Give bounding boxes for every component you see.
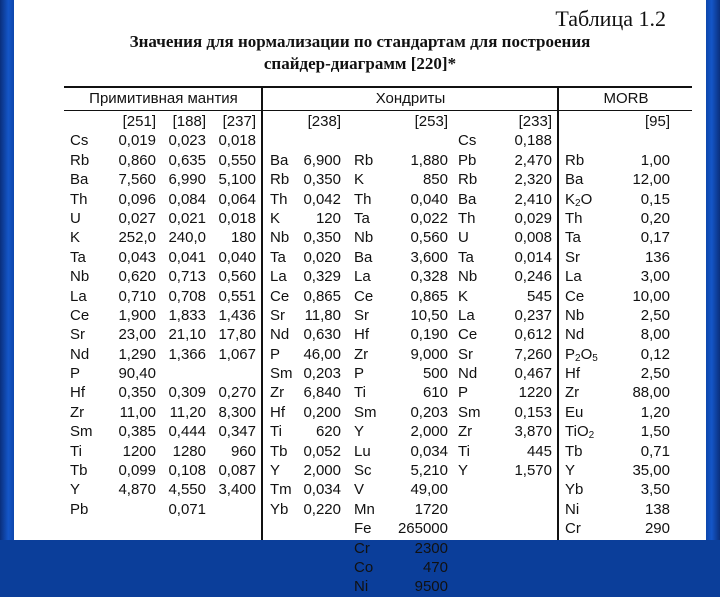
- value-cell: 1200: [122, 442, 156, 460]
- value-cell: 0,860: [118, 151, 156, 169]
- element-symbol-cell: Rb: [70, 151, 90, 169]
- value-cell: 0,096: [118, 190, 156, 208]
- value-cell: 0,018: [218, 132, 256, 150]
- element-symbol-cell: Sr: [270, 306, 285, 324]
- value-cell: [301, 131, 341, 150]
- element-symbol-cell: Nd: [565, 326, 585, 344]
- value-cell: 7,560: [118, 171, 156, 189]
- element-symbol-cell: Ta: [270, 248, 286, 266]
- value-cell: 3,600: [410, 248, 448, 266]
- element-symbol-cell: Th: [70, 190, 88, 208]
- element-symbol-cell: $K_2O$: [565, 190, 593, 209]
- value-cell: 252,0: [118, 229, 156, 247]
- element-symbol-cell: La: [270, 268, 287, 286]
- value-cell: 1280: [172, 442, 206, 460]
- element-symbol-cell: P: [270, 345, 281, 363]
- value-cell: 0,042: [303, 190, 341, 208]
- value-cell: 0,064: [218, 190, 256, 208]
- value-cell: 1220: [518, 384, 552, 402]
- element-symbol-cell: Tb: [70, 462, 88, 480]
- value-cell: 0,022: [410, 209, 448, 227]
- element-symbol-cell: Lu: [354, 442, 371, 460]
- value-cell: 0,328: [410, 268, 448, 286]
- element-symbol-cell: Ba: [70, 171, 89, 189]
- value-cell: [620, 131, 670, 150]
- value-cell: 0,019: [118, 132, 156, 150]
- element-symbol-cell: Rb: [270, 171, 290, 189]
- element-symbol-cell: Ba: [565, 171, 584, 189]
- element-symbol-cell: Zr: [565, 384, 580, 402]
- element-symbol-cell: Y: [565, 462, 576, 480]
- value-cell: 136: [644, 248, 670, 266]
- value-cell: 0,385: [118, 423, 156, 441]
- value-cell: 0,200: [303, 403, 341, 421]
- column-divider-1: [261, 86, 263, 540]
- value-cell: 500: [422, 365, 448, 383]
- value-cell: 0,560: [218, 268, 256, 286]
- value-cell: 1,50: [640, 423, 670, 441]
- header-spacer: [70, 112, 104, 131]
- value-cell: 2,000: [410, 423, 448, 441]
- value-cell: 0,087: [218, 462, 256, 480]
- value-cell: 1,833: [168, 306, 206, 324]
- value-cell: 180: [230, 229, 256, 247]
- element-symbol-cell: Ce: [270, 287, 290, 305]
- value-cell: 0,203: [410, 403, 448, 421]
- value-cell: 17,80: [218, 326, 256, 344]
- value-cell: 960: [230, 442, 256, 460]
- value-cell: 445: [526, 442, 552, 460]
- value-cell: 620: [315, 423, 341, 441]
- element-symbol-cell: Ta: [565, 229, 581, 247]
- value-cell: 0,560: [410, 229, 448, 247]
- element-symbol-cell: Hf: [354, 326, 369, 344]
- element-symbol-cell: Y: [270, 462, 281, 480]
- value-cell: 1720: [414, 500, 448, 518]
- mantle-ref-237-column: [207, 112, 256, 519]
- element-symbol-cell: Rb: [565, 151, 585, 169]
- value-cell: 0,12: [640, 345, 670, 363]
- value-cell: 0,021: [168, 209, 206, 227]
- element-symbol-cell: Sm: [458, 403, 481, 421]
- value-cell: 4,870: [118, 481, 156, 499]
- element-symbol-cell: Nb: [458, 268, 478, 286]
- value-cell: 0,108: [168, 462, 206, 480]
- value-cell: 3,400: [218, 481, 256, 499]
- value-cell: [207, 364, 256, 383]
- element-symbol-cell: K: [354, 171, 365, 189]
- table-caption-line-1: Значения для нормализации по стандартам для построения: [129, 32, 591, 51]
- element-symbol-cell: Yb: [565, 481, 584, 499]
- value-cell: 0,270: [218, 384, 256, 402]
- value-cell: 0,153: [514, 403, 552, 421]
- value-cell: 0,018: [218, 209, 256, 227]
- element-symbol-cell: [565, 131, 611, 150]
- value-cell: 2,000: [303, 462, 341, 480]
- value-cell: 12,00: [632, 171, 670, 189]
- value-cell: 0,034: [410, 442, 448, 460]
- value-cell: 0,014: [514, 248, 552, 266]
- value-cell: 0,467: [514, 365, 552, 383]
- value-cell: 46,00: [303, 345, 341, 363]
- element-symbol-cell: Rb: [354, 151, 374, 169]
- value-cell: 0,008: [514, 229, 552, 247]
- value-cell: 0,865: [410, 287, 448, 305]
- value-cell: 0,620: [118, 268, 156, 286]
- value-cell: 1,900: [118, 306, 156, 324]
- value-cell: 6,900: [303, 151, 341, 169]
- element-symbol-cell: Y: [354, 423, 365, 441]
- value-cell: 11,20: [169, 403, 206, 421]
- value-cell: 11,80: [304, 306, 341, 324]
- element-symbol-cell: Pb: [70, 500, 89, 518]
- value-cell: 0,220: [303, 500, 341, 518]
- value-cell: 0,203: [303, 365, 341, 383]
- group-header-chondrite: Хондриты: [375, 90, 446, 107]
- value-cell: 2,320: [514, 171, 552, 189]
- value-cell: 1,880: [410, 151, 448, 169]
- element-symbol-cell: Y: [70, 481, 81, 499]
- value-cell: 0,188: [514, 132, 552, 150]
- value-cell: 0,020: [303, 248, 341, 266]
- value-cell: 8,00: [640, 326, 670, 344]
- value-cell: 10,00: [632, 287, 670, 305]
- value-cell: 0,246: [514, 268, 552, 286]
- element-symbol-cell: V: [354, 481, 365, 499]
- element-symbol-cell: Hf: [270, 403, 285, 421]
- value-cell: 35,00: [632, 462, 670, 480]
- value-cell: 88,00: [632, 384, 670, 402]
- value-cell: 1,067: [218, 345, 256, 363]
- value-cell: 545: [526, 287, 552, 305]
- chondrite-ref-233-column: [502, 112, 552, 480]
- value-cell: 90,40: [118, 365, 156, 383]
- value-cell: 0,329: [303, 268, 341, 286]
- header-spacer: [565, 112, 611, 131]
- element-symbol-cell: Ti: [458, 442, 470, 460]
- element-symbol-cell: Zr: [354, 345, 369, 363]
- group-header-mantle: Примитивная мантия: [89, 90, 238, 107]
- element-symbol-cell: Rb: [458, 171, 478, 189]
- value-cell: 6,990: [168, 171, 206, 189]
- element-symbol-cell: Nb: [70, 268, 90, 286]
- element-symbol-cell: Cr: [354, 539, 370, 557]
- value-cell: [207, 500, 256, 519]
- group-header-morb: MORB: [603, 90, 649, 107]
- value-cell: 23,00: [118, 326, 156, 344]
- element-symbol-cell: [270, 131, 304, 150]
- element-symbol-cell: Ti: [70, 442, 82, 460]
- element-symbol-cell: Mn: [354, 500, 375, 518]
- mantle-ref-251-column: [106, 112, 156, 519]
- element-symbol-cell: La: [565, 268, 582, 286]
- document-page: [14, 0, 706, 596]
- value-cell: 0,023: [168, 132, 206, 150]
- value-cell: 9,000: [410, 345, 448, 363]
- chondrite-233-element-column: [458, 112, 492, 480]
- value-cell: 0,309: [168, 384, 206, 402]
- value-cell: 0,710: [118, 287, 156, 305]
- element-symbol-cell: $P_2O_5$: [565, 345, 598, 364]
- value-cell: 1,436: [218, 306, 256, 324]
- value-cell: 120: [315, 209, 341, 227]
- value-cell: 265000: [397, 520, 448, 538]
- element-symbol-cell: Tm: [270, 481, 292, 499]
- value-cell: 3,870: [514, 423, 552, 441]
- element-symbol-cell: Ta: [354, 209, 370, 227]
- element-symbol-cell: Nd: [458, 365, 478, 383]
- value-cell: 11,00: [119, 403, 156, 421]
- element-symbol-cell: K: [70, 229, 81, 247]
- value-cell: 0,071: [168, 500, 206, 518]
- reference-label: [188]: [172, 113, 206, 130]
- element-symbol-cell: Sr: [458, 345, 473, 363]
- element-symbol-cell: Ti: [354, 384, 366, 402]
- element-symbol-cell: Th: [270, 190, 288, 208]
- value-cell: 0,350: [303, 229, 341, 247]
- element-symbol-cell: P: [70, 365, 81, 383]
- reference-label: [253]: [414, 113, 448, 130]
- element-symbol-cell: Zr: [458, 423, 473, 441]
- element-symbol-cell: Ce: [565, 287, 585, 305]
- element-symbol-cell: Co: [354, 558, 374, 576]
- value-cell: 4,550: [168, 481, 206, 499]
- value-cell: 0,040: [410, 190, 448, 208]
- element-symbol-cell: Pb: [458, 151, 477, 169]
- value-cell: 470: [422, 558, 448, 576]
- element-symbol-cell: Sr: [565, 248, 580, 266]
- value-cell: [394, 131, 448, 150]
- value-cell: 850: [422, 171, 448, 189]
- mantle-element-column: [70, 112, 104, 519]
- value-cell: 10,50: [410, 306, 448, 324]
- element-symbol-cell: Tb: [565, 442, 583, 460]
- value-cell: 2,470: [514, 151, 552, 169]
- element-symbol-cell: Sm: [354, 403, 377, 421]
- value-cell: 0,043: [118, 248, 156, 266]
- element-symbol-cell: [354, 131, 388, 150]
- element-symbol-cell: P: [354, 365, 365, 383]
- table-top-rule: [64, 86, 692, 88]
- element-symbol-cell: K: [270, 209, 281, 227]
- element-symbol-cell: Zr: [70, 403, 85, 421]
- value-cell: 1,290: [118, 345, 156, 363]
- element-symbol-cell: Ce: [458, 326, 478, 344]
- value-cell: 1,20: [640, 403, 670, 421]
- element-symbol-cell: Sr: [70, 326, 85, 344]
- value-cell: 2300: [414, 539, 448, 557]
- value-cell: 0,029: [514, 209, 552, 227]
- reference-label: [233]: [518, 113, 552, 130]
- value-cell: 0,084: [168, 190, 206, 208]
- value-cell: 0,20: [640, 209, 670, 227]
- value-cell: 3,00: [640, 268, 670, 286]
- reference-label: [95]: [644, 113, 670, 130]
- value-cell: 290: [644, 520, 670, 538]
- element-symbol-cell: P: [458, 384, 469, 402]
- element-symbol-cell: La: [354, 268, 371, 286]
- element-symbol-cell: Sm: [70, 423, 93, 441]
- element-symbol-cell: Ba: [354, 248, 373, 266]
- value-cell: 2,410: [514, 190, 552, 208]
- value-cell: 0,71: [640, 442, 670, 460]
- value-cell: 3,50: [640, 481, 670, 499]
- value-cell: 0,635: [168, 151, 206, 169]
- slide-border-left: [0, 0, 14, 540]
- element-symbol-cell: Sm: [270, 365, 293, 383]
- element-symbol-cell: Th: [565, 209, 583, 227]
- element-symbol-cell: La: [458, 306, 475, 324]
- value-cell: 0,550: [218, 151, 256, 169]
- header-spacer: [354, 112, 388, 131]
- value-cell: 1,366: [168, 345, 206, 363]
- header-spacer: [270, 112, 304, 131]
- element-symbol-cell: Cs: [458, 132, 477, 150]
- element-symbol-cell: Fe: [354, 520, 372, 538]
- table-caption-line-2: спайдер-диаграмм [220]*: [263, 54, 457, 73]
- element-symbol-cell: Ba: [458, 190, 477, 208]
- value-cell: 2,50: [640, 306, 670, 324]
- chondrite-ref-238-column: [301, 112, 341, 519]
- value-cell: 8,300: [218, 403, 256, 421]
- value-cell: 0,347: [218, 423, 256, 441]
- element-symbol-cell: U: [70, 209, 81, 227]
- value-cell: 240,0: [168, 229, 206, 247]
- element-symbol-cell: Nb: [270, 229, 290, 247]
- element-symbol-cell: Ce: [70, 306, 90, 324]
- table-number: Таблица 1.2: [555, 6, 666, 31]
- element-symbol-cell: Sr: [354, 306, 369, 324]
- value-cell: 0,237: [514, 306, 552, 324]
- value-cell: 0,041: [168, 248, 206, 266]
- value-cell: 0,052: [303, 442, 341, 460]
- element-symbol-cell: U: [458, 229, 469, 247]
- element-symbol-cell: Ba: [270, 151, 289, 169]
- slide-border-right: [706, 0, 720, 540]
- header-spacer: [458, 112, 492, 131]
- element-symbol-cell: Hf: [70, 384, 85, 402]
- value-cell: 7,260: [514, 345, 552, 363]
- value-cell: 0,190: [410, 326, 448, 344]
- value-cell: [106, 500, 156, 519]
- value-cell: 0,15: [640, 190, 670, 208]
- element-symbol-cell: TiO$_2$: [565, 423, 595, 442]
- reference-label: [238]: [307, 113, 341, 130]
- element-symbol-cell: K: [458, 287, 469, 305]
- value-cell: [159, 364, 206, 383]
- element-symbol-cell: Th: [458, 209, 476, 227]
- value-cell: 0,444: [168, 423, 206, 441]
- element-symbol-cell: Cs: [70, 132, 89, 150]
- element-symbol-cell: Ni: [354, 578, 369, 596]
- element-symbol-cell: Nb: [565, 306, 585, 324]
- value-cell: 0,630: [303, 326, 341, 344]
- value-cell: 2,50: [640, 365, 670, 383]
- element-symbol-cell: Nd: [270, 326, 290, 344]
- value-cell: 0,865: [303, 287, 341, 305]
- morb-element-column: [565, 112, 611, 539]
- value-cell: 0,708: [168, 287, 206, 305]
- value-cell: 0,027: [118, 209, 156, 227]
- value-cell: 0,612: [514, 326, 552, 344]
- element-symbol-cell: Ta: [458, 248, 474, 266]
- mantle-ref-188-column: [159, 112, 206, 519]
- value-cell: 9500: [414, 578, 448, 596]
- element-symbol-cell: La: [70, 287, 87, 305]
- value-cell: 21,10: [168, 326, 206, 344]
- element-symbol-cell: Ta: [70, 248, 86, 266]
- element-symbol-cell: Ce: [354, 287, 374, 305]
- element-symbol-cell: Th: [354, 190, 372, 208]
- value-cell: 138: [644, 500, 670, 518]
- value-cell: 0,350: [118, 384, 156, 402]
- value-cell: 5,210: [410, 462, 448, 480]
- value-cell: 0,713: [168, 268, 206, 286]
- element-symbol-cell: Sc: [354, 462, 372, 480]
- value-cell: 0,099: [118, 462, 156, 480]
- element-symbol-cell: Y: [458, 462, 469, 480]
- reference-label: [251]: [122, 113, 156, 130]
- value-cell: 0,551: [218, 287, 256, 305]
- value-cell: 0,034: [303, 481, 341, 499]
- chondrite-238-element-column: [270, 112, 304, 519]
- reference-label: [237]: [222, 113, 256, 130]
- table-header-rule: [64, 110, 692, 111]
- column-divider-2: [557, 86, 559, 540]
- element-symbol-cell: Yb: [270, 500, 289, 518]
- value-cell: 1,570: [514, 462, 552, 480]
- value-cell: 5,100: [218, 171, 256, 189]
- element-symbol-cell: Ni: [565, 500, 580, 518]
- value-cell: 0,17: [640, 229, 670, 247]
- value-cell: 0,040: [218, 248, 256, 266]
- value-cell: 1,00: [640, 151, 670, 169]
- chondrite-253-element-column: [354, 112, 388, 597]
- value-cell: 49,00: [410, 481, 448, 499]
- element-symbol-cell: Nb: [354, 229, 374, 247]
- value-cell: 0,350: [303, 171, 341, 189]
- value-cell: 610: [422, 384, 448, 402]
- element-symbol-cell: Tb: [270, 442, 288, 460]
- value-cell: 6,840: [303, 384, 341, 402]
- element-symbol-cell: Ti: [270, 423, 282, 441]
- element-symbol-cell: Eu: [565, 403, 584, 421]
- element-symbol-cell: Zr: [270, 384, 285, 402]
- element-symbol-cell: Nd: [70, 345, 90, 363]
- element-symbol-cell: Hf: [565, 365, 580, 383]
- chondrite-ref-253-column: [394, 112, 448, 597]
- element-symbol-cell: Cr: [565, 520, 581, 538]
- morb-ref-95-column: [620, 112, 670, 539]
